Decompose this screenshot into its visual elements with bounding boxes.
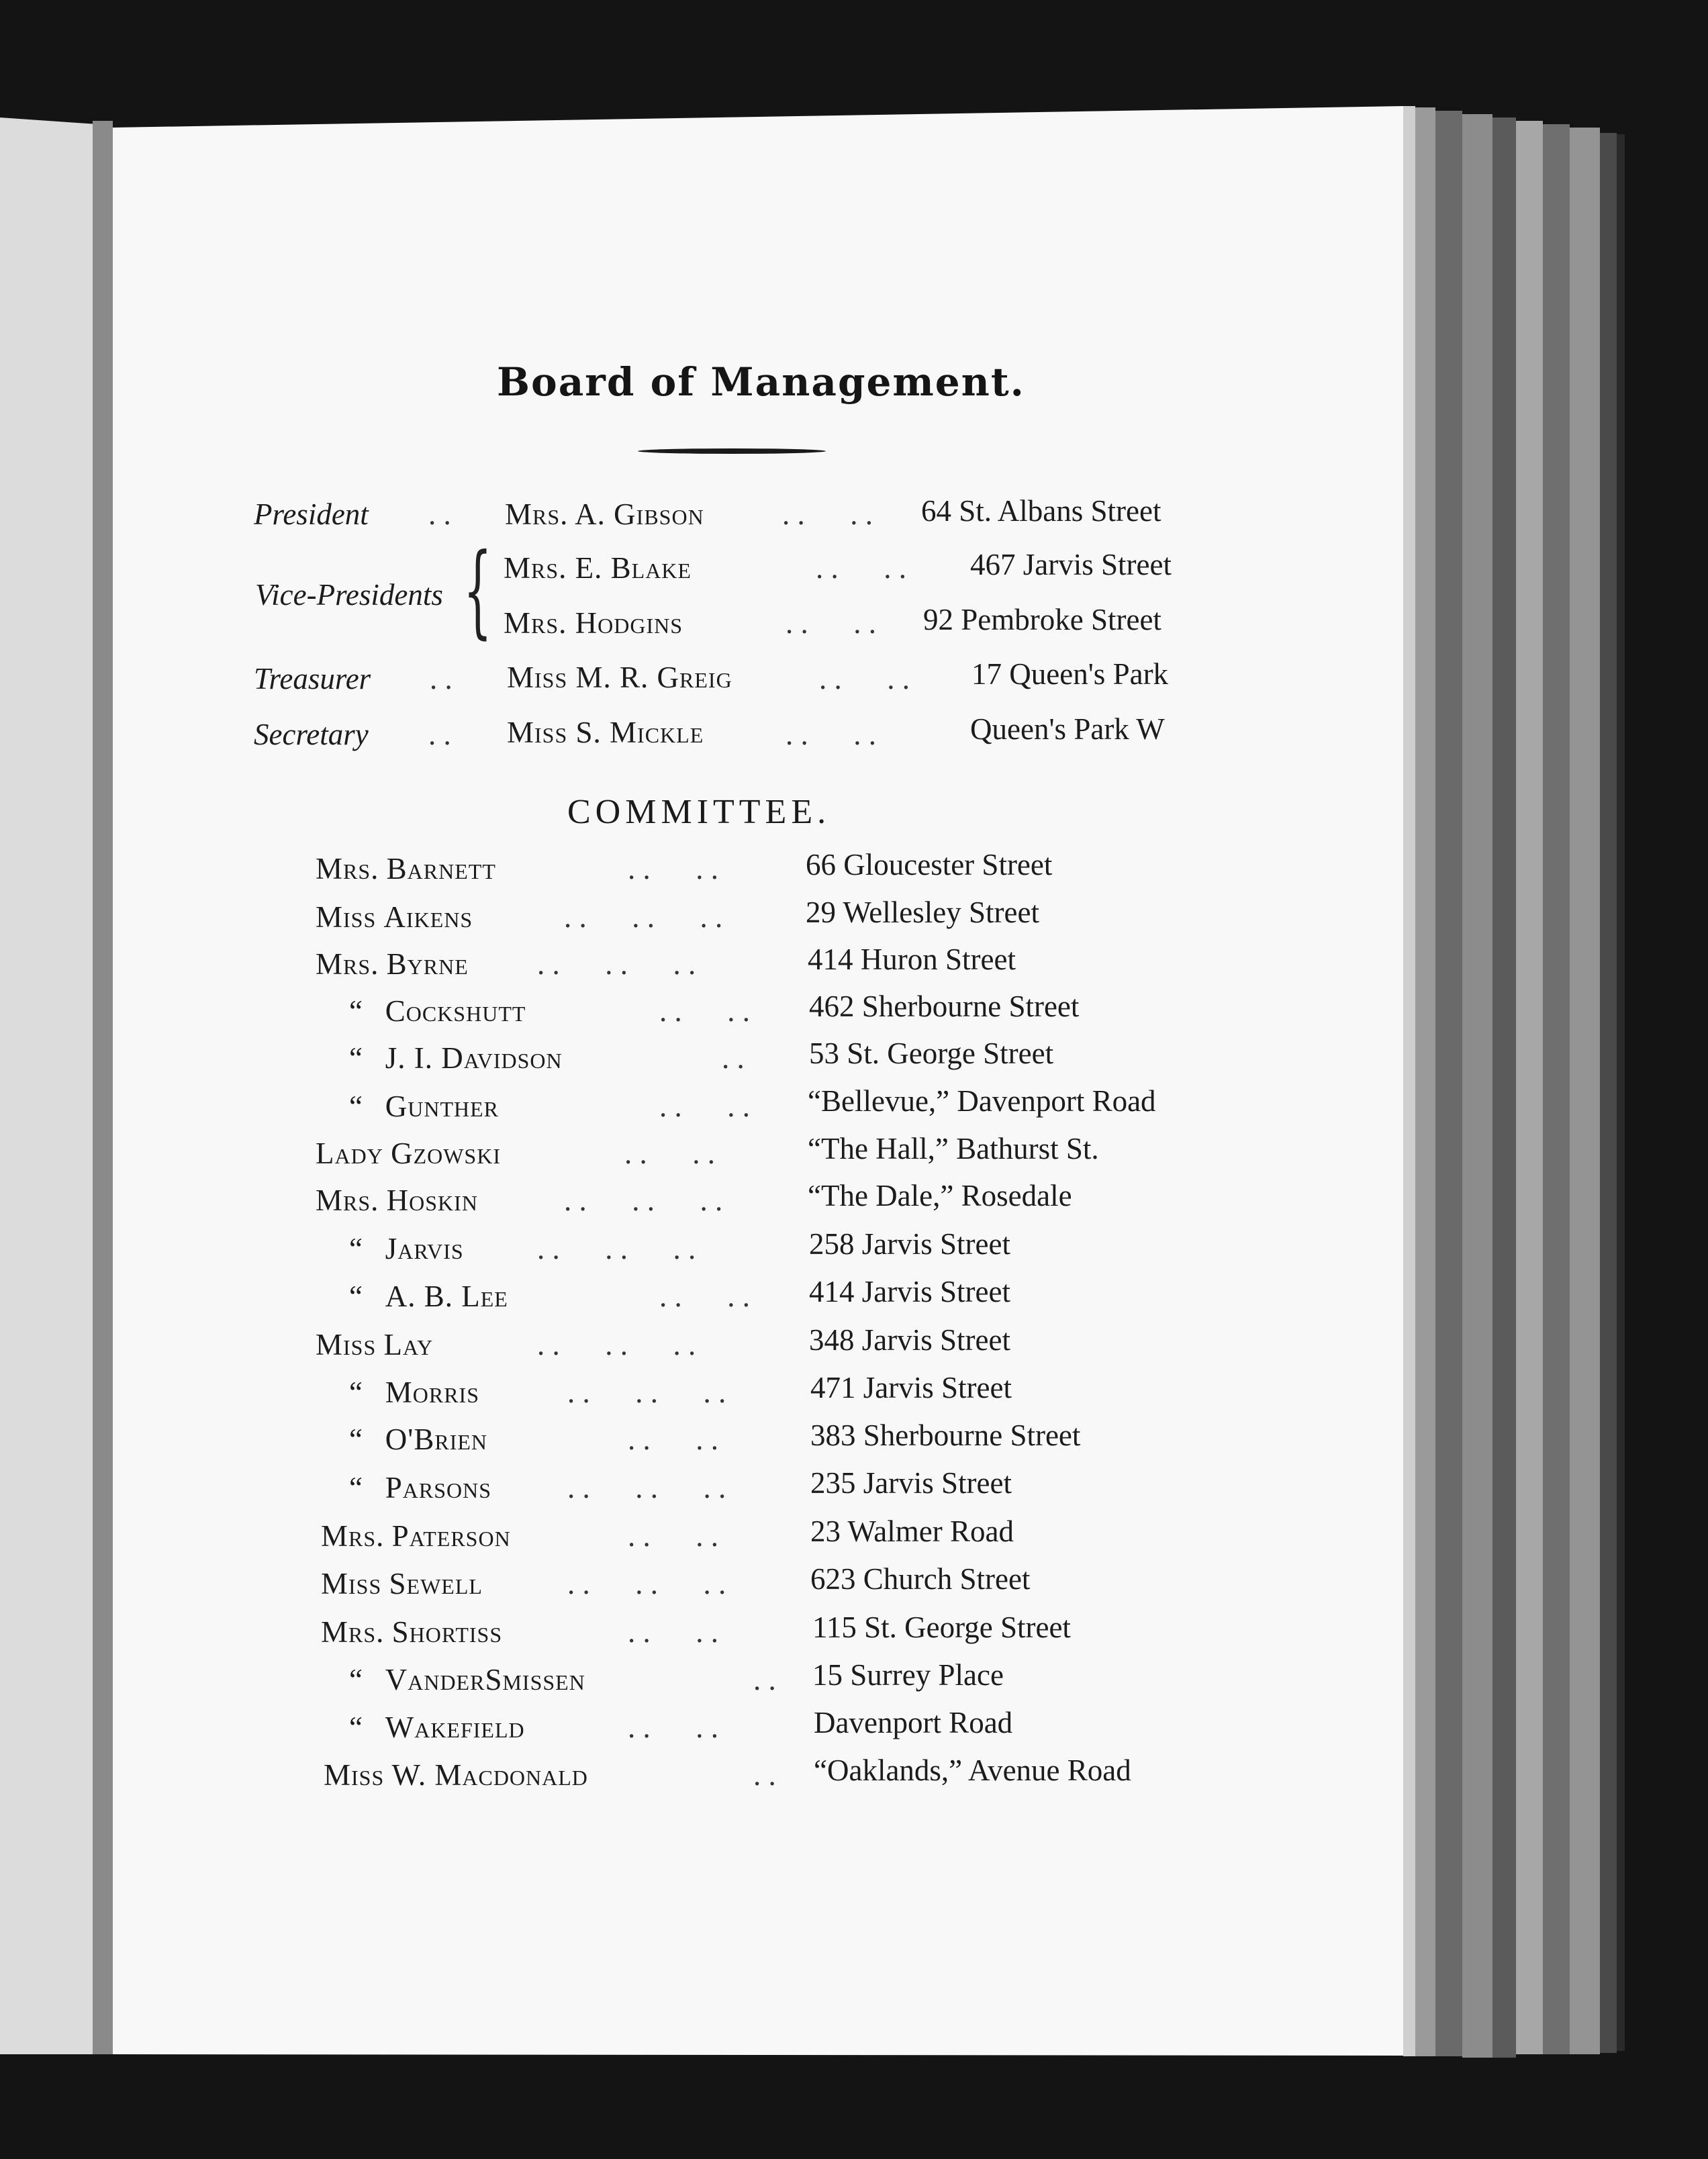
leader-dots: . . xyxy=(753,1663,776,1696)
leader-dots: . . . . . . xyxy=(537,1328,696,1361)
list-item xyxy=(349,1041,563,1075)
list-item xyxy=(349,1710,525,1745)
leader-dots: . . . . xyxy=(816,551,906,585)
member-name: Morris xyxy=(385,1376,479,1409)
list-item xyxy=(349,1089,499,1124)
member-address: 115 St. George Street xyxy=(812,1611,1071,1644)
member-name: J. I. Davidson xyxy=(385,1041,563,1075)
officer-address: 17 Queen's Park xyxy=(971,657,1169,691)
member-name: A. B. Lee xyxy=(385,1280,508,1313)
leader-dots: . . . . xyxy=(628,1519,718,1553)
leader-dots: . . xyxy=(722,1041,745,1075)
officer-name: Mrs. Hodgins xyxy=(504,606,683,640)
member-name: Lay xyxy=(383,1328,434,1361)
member-address: 414 Jarvis Street xyxy=(809,1275,1010,1308)
leader-dots: . . . . . . xyxy=(564,1184,723,1217)
officer-row xyxy=(254,497,369,532)
leader-dots: . . . . xyxy=(782,497,873,531)
list-item xyxy=(349,1231,464,1266)
list-item xyxy=(349,1375,479,1410)
member-address: 235 Jarvis Street xyxy=(810,1466,1012,1500)
list-item xyxy=(316,900,473,934)
ditto-mark: “ xyxy=(349,1663,363,1696)
member-title: Miss xyxy=(316,1328,377,1361)
officer-address: 467 Jarvis Street xyxy=(970,548,1172,581)
leader-dots: . . . . xyxy=(659,1280,750,1313)
officer-role: Secretary xyxy=(254,718,369,751)
officer-role: Treasurer xyxy=(254,662,371,695)
member-name: W. Macdonald xyxy=(391,1758,588,1792)
member-name: Parsons xyxy=(385,1471,492,1504)
leader-dots: . . . . xyxy=(628,1423,718,1456)
officer-name: Mrs. A. Gibson xyxy=(505,497,704,531)
member-title: Miss xyxy=(324,1758,385,1792)
member-address: 258 Jarvis Street xyxy=(809,1227,1010,1261)
leader-dots: . . . . xyxy=(786,718,876,751)
member-address: 29 Wellesley Street xyxy=(806,896,1039,929)
list-item xyxy=(316,947,469,981)
member-name: Aikens xyxy=(383,900,473,934)
list-item xyxy=(349,1279,508,1314)
title-rule xyxy=(638,448,826,454)
list-item xyxy=(321,1519,511,1553)
member-name: Barnett xyxy=(386,852,496,885)
leader-dots: . . xyxy=(428,497,451,531)
ditto-mark: “ xyxy=(349,1232,363,1265)
ditto-mark: “ xyxy=(349,1423,363,1456)
leader-dots: . . . . . . xyxy=(564,900,723,934)
member-title: Mrs. xyxy=(316,1184,379,1217)
leader-dots: . . . . xyxy=(628,852,718,885)
ditto-mark: “ xyxy=(349,1471,363,1504)
list-item xyxy=(349,1470,491,1505)
member-title: Miss xyxy=(321,1567,382,1600)
member-address: “The Dale,” Rosedale xyxy=(808,1179,1072,1212)
page-title: Board of Management. xyxy=(497,359,1025,405)
member-title: Mrs. xyxy=(316,852,379,885)
leader-dots: . . . . xyxy=(624,1137,715,1170)
member-address: 383 Sherbourne Street xyxy=(810,1419,1081,1452)
leader-dots: . . . . xyxy=(628,1711,718,1744)
leader-dots: . . . . . . xyxy=(567,1376,726,1409)
officer-name: Miss S. Mickle xyxy=(507,716,704,749)
leader-dots: . . . . xyxy=(819,662,910,695)
officer-address: 64 St. Albans Street xyxy=(921,494,1161,528)
member-name: Paterson xyxy=(391,1519,511,1553)
leader-dots: . . xyxy=(430,662,453,695)
leader-dots: . . . . xyxy=(659,994,750,1028)
leader-dots: . . xyxy=(753,1758,776,1792)
member-address: “The Hall,” Bathurst St. xyxy=(808,1132,1099,1165)
list-item xyxy=(316,1136,501,1171)
officer-name: Miss M. R. Greig xyxy=(507,661,732,694)
list-item xyxy=(321,1615,502,1649)
ditto-mark: “ xyxy=(349,1711,363,1744)
list-item xyxy=(316,1183,478,1218)
officer-address: 92 Pembroke Street xyxy=(923,603,1161,636)
member-name: Sewell xyxy=(389,1567,483,1600)
member-address: “Bellevue,” Davenport Road xyxy=(808,1084,1156,1118)
member-address: 66 Gloucester Street xyxy=(806,848,1053,881)
leader-dots: . . xyxy=(428,718,451,751)
member-name: Jarvis xyxy=(385,1232,464,1265)
member-name: O'Brien xyxy=(385,1423,488,1456)
leader-dots: . . . . . . xyxy=(567,1471,726,1504)
member-name: VanderSmissen xyxy=(385,1663,585,1696)
officer-role: President xyxy=(254,497,369,531)
ditto-mark: “ xyxy=(349,994,363,1028)
member-name: Hoskin xyxy=(386,1184,478,1217)
member-address: 414 Huron Street xyxy=(808,943,1016,976)
ditto-mark: “ xyxy=(349,1041,363,1075)
list-item xyxy=(321,1566,483,1601)
member-name: Gzowski xyxy=(391,1137,501,1170)
officer-address: Queen's Park W xyxy=(970,712,1165,746)
ditto-mark: “ xyxy=(349,1090,363,1123)
leader-dots: . . . . . . xyxy=(537,1232,696,1265)
leader-dots: . . . . xyxy=(659,1090,750,1123)
member-address: 462 Sherbourne Street xyxy=(809,990,1080,1023)
list-item xyxy=(349,994,526,1028)
member-name: Cockshutt xyxy=(385,994,526,1028)
committee-heading: COMMITTEE. xyxy=(567,793,831,831)
leader-dots: . . . . xyxy=(628,1615,718,1649)
list-item xyxy=(316,851,496,886)
member-name: Shortiss xyxy=(391,1615,503,1649)
member-title: Mrs. xyxy=(321,1519,385,1553)
member-address: Davenport Road xyxy=(814,1706,1013,1739)
ditto-mark: “ xyxy=(349,1280,363,1313)
member-title: Lady xyxy=(316,1137,383,1170)
member-address: 348 Jarvis Street xyxy=(809,1323,1010,1357)
brace-glyph: { xyxy=(463,532,492,649)
list-item xyxy=(349,1662,585,1697)
member-name: Wakefield xyxy=(385,1711,525,1744)
list-item xyxy=(316,1327,433,1362)
leader-dots: . . . . . . xyxy=(537,947,696,981)
member-address: 53 St. George Street xyxy=(809,1037,1054,1070)
member-address: 623 Church Street xyxy=(810,1562,1031,1596)
leader-dots: . . . . . . xyxy=(567,1567,726,1600)
member-address: 471 Jarvis Street xyxy=(810,1371,1012,1404)
list-item xyxy=(349,1422,487,1457)
leader-dots: . . . . xyxy=(786,606,876,640)
officer-role: Vice-Presidents xyxy=(255,578,443,612)
officer-name: Mrs. E. Blake xyxy=(504,551,692,585)
ditto-mark: “ xyxy=(349,1376,363,1409)
member-title: Miss xyxy=(316,900,377,934)
member-name: Byrne xyxy=(386,947,469,981)
member-title: Mrs. xyxy=(316,947,379,981)
member-title: Mrs. xyxy=(321,1615,385,1649)
member-address: “Oaklands,” Avenue Road xyxy=(814,1754,1131,1787)
list-item xyxy=(324,1758,588,1792)
member-address: 23 Walmer Road xyxy=(810,1515,1014,1548)
member-name: Gunther xyxy=(385,1090,499,1123)
member-address: 15 Surrey Place xyxy=(812,1658,1004,1692)
